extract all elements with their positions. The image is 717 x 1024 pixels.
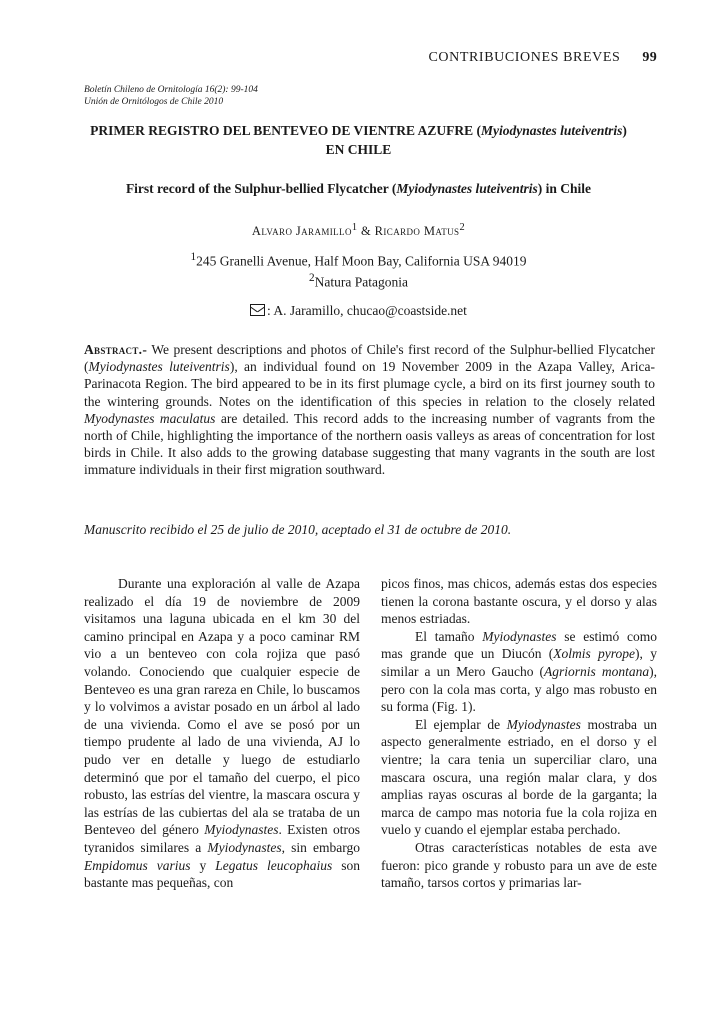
contact [60,303,657,319]
title-en-prefix: First record of the Sulphur-bellied Flycatcher ( [125,181,397,196]
body-paragraph [381,716,657,839]
affiliation-2-sup: 2 [309,271,315,284]
abstract-label: Abstract.- [84,342,148,357]
body-text: El ejemplar de [415,716,507,732]
body-text: se estimó como mas grande que un Diucón ( [381,628,657,662]
species-name: Agriornis montana [544,663,650,679]
section-title: CONTRIBUCIONES BREVES [428,50,621,65]
body-paragraph [381,628,657,716]
affiliation-2-text: Natura Patagonia [314,274,408,289]
abstract-text-2: ), an individual found on 19 November 2009 in the Azapa Valley, Arica-Parinacota Region. The bird appeared to be in its first plumage cycle, a bird on its first journey south to the wintering grounds. Notes on the identification of this species in relation to the closely related [84,359,656,409]
body-paragraph [84,575,360,892]
body-text: Durante una exploración al valle de Azapa realizado el día 19 de noviembre de 2009 visitamos una laguna ubicada en el km 30 del camino principal en Azapa y a poco caminar RM vio a un benteveo con cola rojiza que pasó volando. Conociendo que cualquier especie de Benteveo es una gran rareza en Chile, lo buscamos y lo volvimos a avistar posado en un árbol al lado de una vivienda. Como el ave se posó por un tiempo prudente al lado de una vivienda, AJ lo pudo ver en detalle y luego de estudiarlo determinó que por el tamaño del cuerpo, el pico robusto, las estrías del vientre, la mascara oscura y las estrías de las cubiertas del ala se trataba de un Benteveo del género [84,576,360,838]
body-paragraph: Otras características notables de esta ave fueron: pico grande y robusto para un ave de este tamaño, tarsos cortos y primarias lar- [381,839,657,891]
body-column-right [381,575,657,892]
species-name: Myiodynastes [482,628,557,644]
abstract-text-3: are detailed. This record adds to the increasing number of vagrants from the north of Chile, highlighting the importance of the northern oasis valleys as areas of concentration for lost birds in Chile. It also adds to the growing database suggesting that many vagrants in the south are lost immature individuals in their first migration southward. [84,410,656,478]
abstract-species-2: Myodynastes maculatus [84,410,216,426]
abstract-species-1: Myiodynastes luteiventris [88,359,230,375]
title-es-species: Myiodynastes luteiventris [481,123,623,138]
body-text: El tamaño [415,628,483,644]
affiliation-2 [60,270,657,291]
journal-line-2: Unión de Ornitólogos de Chile 2010 [84,97,224,107]
received-note: Manuscrito recibido el 25 de julio de 2010, aceptado el 31 de octubre de 2010. [84,522,512,537]
abstract [84,341,655,479]
body-text: mostraba un aspecto generalmente estriado, en el dorso y el vientre; la cara tenia un superciliar claro, una mascara oscura, una región malar clara, y dos amplias rayas oscuras al borde de la garganta; la marca de campo mas notoria fue la cola rojiza en vuelo y cuando el ejemplar estaba perchado. [381,716,657,838]
envelope-icon [250,304,265,316]
title-en-suffix: ) in Chile [537,181,592,196]
authors [60,222,657,239]
species-name: Myiodynastes [506,716,581,732]
body-text: ), pero con la cola mas corta, y algo mas robusto en su forma (Fig. 1). [381,663,657,715]
author-2: Ricardo Matus [374,224,460,239]
author-1: Alvaro Jaramillo [251,224,352,239]
title-en-species: Myiodynastes luteiventris [396,181,538,196]
body-paragraph: picos finos, mas chicos, además estas dos especies tienen la corona bastante oscura, y el dorso y alas menos estriadas. [381,576,657,627]
journal-citation [84,84,258,108]
contact-email: : A. Jaramillo, chucao@coastside.net [267,303,467,318]
body-text: y [190,857,216,873]
title-es-suffix: ) EN CHILE [325,123,627,157]
affiliations [60,249,657,290]
body-text: son bastante mas pequeñas, con [84,857,361,891]
affiliation-1-text: 245 Granelli Avenue, Half Moon Bay, California USA 94019 [196,253,527,269]
running-header [428,50,657,66]
author-2-sup: 2 [459,222,466,233]
title-english [60,181,657,197]
species-name: Legatus leucophaius [215,857,333,873]
title-es-prefix: PRIMER REGISTRO DEL BENTEVEO DE VIENTRE AZUFRE ( [90,123,482,138]
body-text: , sin embargo [281,839,360,855]
page-number: 99 [642,50,657,65]
title-spanish [84,121,633,159]
affiliation-1-sup: 1 [190,251,197,263]
species-name: Xolmis pyrope [553,646,636,662]
author-1-sup: 1 [351,222,358,233]
body-text: ), y similar a un Mero Gaucho ( [381,646,657,679]
species-name: Empidomus varius [84,857,191,873]
abstract-text-1: We present descriptions and photos of Chile's first record of the Sulphur-bellied Flycatcher ( [84,342,655,375]
body-text: . Existen otros tyranidos similares a [84,822,360,855]
species-name: Myiodynastes [207,839,282,855]
body-column-left [84,575,360,892]
species-name: Myiodynastes [204,822,279,838]
affiliation-1 [60,249,657,270]
journal-line-1: Boletín Chileno de Ornitología 16(2): 99-104 [84,85,258,95]
author-ampersand: & [357,224,375,239]
